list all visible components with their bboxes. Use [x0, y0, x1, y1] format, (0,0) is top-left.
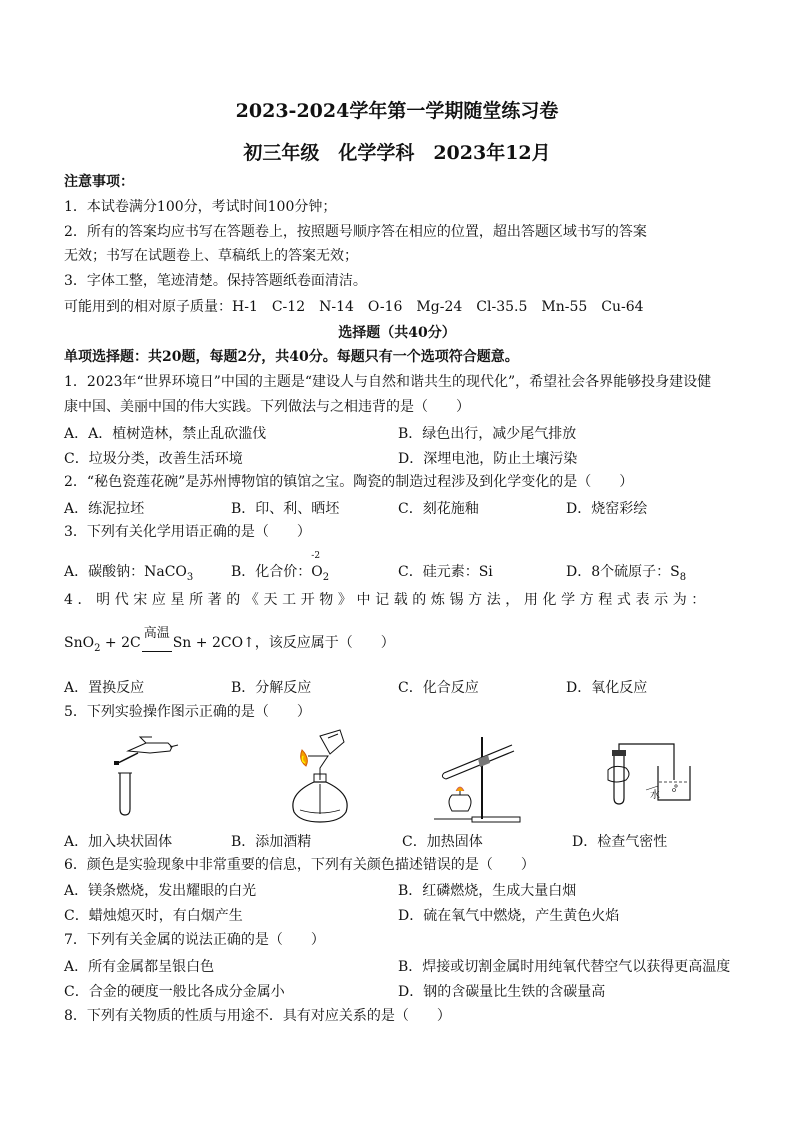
note-line: 3．字体工整，笔迹清楚。保持答题纸卷面清洁。 — [64, 273, 367, 289]
q5-option-c: C．加热固体 — [402, 834, 483, 850]
question-5-stem: 5．下列实验操作图示正确的是（ ） — [64, 704, 311, 720]
section-title: 选择题（共40分） — [338, 325, 456, 341]
figure-add-solid — [110, 733, 190, 818]
q6-option-d: D．硫在氧气中燃烧，产生黄色火焰 — [398, 908, 620, 924]
q1-option-d: D．深埋电池，防止土壤污染 — [398, 451, 578, 467]
q3-option-d — [566, 561, 686, 583]
q2-option-c: C．刻花施釉 — [398, 501, 479, 517]
q5-option-b: B．添加酒精 — [231, 834, 312, 850]
q6-option-a: A．镁条燃烧，发出耀眼的白光 — [64, 883, 257, 899]
exam-subtitle: 初三年级 化学学科 2023年12月 — [243, 142, 551, 164]
q3-option-b-formula: O — [311, 564, 323, 580]
question-4-stem: 4．明代宋应星所著的《天工开物》中记载的炼锡方法，用化学方程式表示为： — [64, 592, 710, 608]
question-8-stem: 8．下列有关物质的性质与用途不．具有对应关系的是（ ） — [64, 1008, 451, 1024]
water-label: 水 — [650, 790, 660, 801]
q6-option-b: B．红磷燃烧，生成大量白烟 — [398, 883, 577, 899]
q3-option-a — [64, 561, 193, 583]
q7-option-a: A．所有金属都呈银白色 — [64, 959, 215, 975]
question-3-stem: 3．下列有关化学用语正确的是（ ） — [64, 524, 311, 540]
q3-option-b — [231, 551, 330, 583]
q4-option-a: A．置换反应 — [64, 680, 145, 696]
q7-option-b: B．焊接或切割金属时用纯氧代替空气以获得更高温度 — [398, 959, 731, 975]
note-line: 2．所有的答案均应书写在答题卷上，按照题号顺序答在相应的位置，超出答题区域书写的答案 — [64, 224, 647, 240]
question-7-stem: 7．下列有关金属的说法正确的是（ ） — [64, 932, 325, 948]
figure-add-alcohol — [280, 728, 362, 824]
q3-option-a-text: A．碳酸钠：NaCO — [64, 564, 187, 580]
q1-option-b: B．绿色出行，减少尾气排放 — [398, 426, 577, 442]
q1-option-a: A．A．植树造林，禁止乱砍滥伐 — [64, 426, 267, 442]
q3-option-b-text: B．化合价： — [231, 564, 312, 580]
q3-option-a-sub: 3 — [186, 571, 194, 583]
exam-title: 2023-2024学年第一学期随堂练习卷 — [235, 100, 559, 122]
q2-option-a: A．练泥拉坯 — [64, 501, 145, 517]
atomic-mass-line: 可能用到的相对原子质量：H-1 C-12 N-14 O-16 Mg-24 Cl-35.5 Mn-55 Cu-64 — [64, 299, 644, 315]
q4-option-d: D．氧化反应 — [566, 680, 648, 696]
q4-equation — [64, 626, 395, 654]
q3-option-c: C．硅元素：Si — [398, 564, 493, 580]
q4-eq-reactant2: + 2C — [100, 635, 141, 651]
q4-option-c: C．化合反应 — [398, 680, 479, 696]
q4-eq-product: Sn + 2CO↑，该反应属于（ ） — [172, 635, 395, 651]
question-1-stem-cont: 康中国、美丽中国的伟大实践。下列做法与之相违背的是（ ） — [64, 399, 470, 415]
q2-option-d: D．烧窑彩绘 — [566, 501, 648, 517]
notes-heading: 注意事项： — [64, 174, 134, 190]
question-1-stem: 1．2023年“世界环境日”中国的主题是“建设人与自然和谐共生的现代化”，希望社会各界能够投身建设健 — [64, 374, 712, 390]
q4-eq-reactant-sub: 2 — [94, 642, 101, 654]
note-line: 1．本试卷满分100分，考试时间100分钟； — [64, 199, 337, 215]
q4-eq-condition: 高温 — [143, 626, 170, 641]
note-line: 无效；书写在试题卷上、草稿纸上的答案无效； — [64, 248, 358, 264]
q4-option-b: B．分解反应 — [231, 680, 312, 696]
question-2-stem: 2．“秘色瓷莲花碗”是苏州博物馆的镇馆之宝。陶瓷的制造过程涉及到化学变化的是（ ） — [64, 474, 634, 490]
figure-heat-solid — [432, 733, 524, 825]
q3-option-d-sub: 8 — [679, 571, 687, 583]
q5-option-d: D．检查气密性 — [572, 834, 668, 850]
q4-eq-reactant: SnO — [64, 635, 95, 651]
q7-option-c: C．合金的硬度一般比各成分金属小 — [64, 984, 285, 1000]
q6-option-c: C．蜡烛熄灭时，有白烟产生 — [64, 908, 243, 924]
q3-option-b-valence: -2 — [311, 551, 321, 561]
q5-option-a: A．加入块状固体 — [64, 834, 173, 850]
question-6-stem: 6．颜色是实验现象中非常重要的信息，下列有关颜色描述错误的是（ ） — [64, 857, 535, 873]
section-instructions: 单项选择题：共20题，每题2分，共40分。每题只有一个选项符合题意。 — [64, 349, 519, 365]
q2-option-b: B．印、利、晒坯 — [231, 501, 340, 517]
q1-option-c: C．垃圾分类，改善生活环境 — [64, 451, 243, 467]
q3-option-d-text: D．8个硫原子：S — [566, 564, 680, 580]
q7-option-d: D．钢的含碳量比生铁的含碳量高 — [398, 984, 606, 1000]
q3-option-b-sub: 2 — [322, 571, 330, 583]
figure-check-airtightness — [604, 740, 694, 810]
